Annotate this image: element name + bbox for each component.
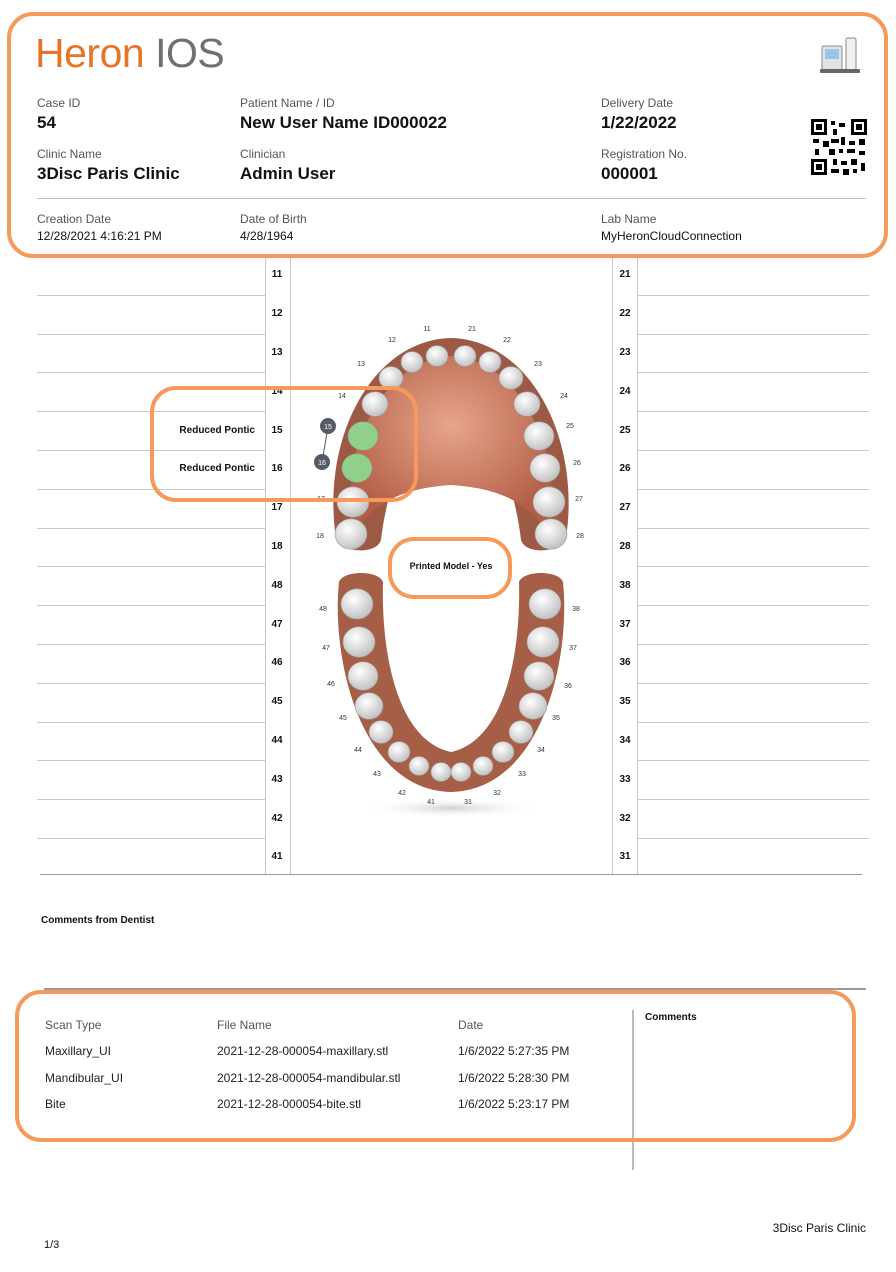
lower-tooth xyxy=(524,662,554,691)
chart-tooth-label: 11 xyxy=(423,326,431,333)
chart-tooth-label: 32 xyxy=(493,790,501,797)
tooth-number-right: 28 xyxy=(619,541,631,552)
right-row-line xyxy=(637,838,869,839)
marker-15-text: 15 xyxy=(324,424,332,431)
tooth-number-left: 47 xyxy=(271,619,283,630)
tooth-number-right: 21 xyxy=(619,269,631,280)
clinic-name-label: Clinic Name xyxy=(37,147,102,161)
clinician-value: Admin User xyxy=(240,164,336,183)
scan-type-cell: Mandibular_UI xyxy=(45,1070,124,1085)
left-row-line xyxy=(37,566,265,567)
page-number: 1/3 xyxy=(44,1239,60,1251)
chart-tooth-label: 28 xyxy=(576,533,584,540)
right-row-line xyxy=(637,566,869,567)
chart-tooth-label: 24 xyxy=(560,393,568,400)
lab-name-label: Lab Name xyxy=(601,212,657,226)
chart-tooth-label: 46 xyxy=(327,681,335,688)
upper-tooth xyxy=(533,487,565,517)
left-row-line xyxy=(37,683,265,684)
scan-type-header: Scan Type xyxy=(45,1018,102,1032)
scan-type-cell: Maxillary_UI xyxy=(45,1044,112,1058)
registration-label: Registration No. xyxy=(601,147,688,161)
scans-highlight xyxy=(15,990,856,1142)
chart-tooth-label: 45 xyxy=(339,715,347,722)
creation-date-label: Creation Date xyxy=(37,212,112,226)
tooth-number-left: 12 xyxy=(271,308,283,319)
tooth-number-right: 36 xyxy=(619,657,631,668)
right-row-line xyxy=(637,295,869,296)
tooth-number-left: 16 xyxy=(271,463,283,474)
dob-value: 4/28/1964 xyxy=(240,229,294,243)
chart-tooth-label: 22 xyxy=(503,337,511,344)
lower-tooth xyxy=(529,589,561,619)
tooth-number-right: 22 xyxy=(619,308,631,319)
tooth-number-left: 48 xyxy=(271,580,283,591)
lower-tooth xyxy=(509,721,533,744)
chart-tooth-label: 43 xyxy=(373,771,381,778)
upper-tooth xyxy=(426,346,448,367)
tooth-number-left: 41 xyxy=(271,851,283,862)
dob-label: Date of Birth xyxy=(240,212,307,226)
tooth-number-left: 44 xyxy=(271,735,283,746)
chart-tooth-label: 33 xyxy=(518,771,526,778)
left-row-line xyxy=(37,372,265,373)
tooth-number-right: 33 xyxy=(619,774,631,785)
patient-value: New User Name ID000022 xyxy=(240,113,447,132)
delivery-date-label: Delivery Date xyxy=(601,96,674,110)
chart-tooth-label: 38 xyxy=(572,606,580,613)
chart-tooth-label: 48 xyxy=(319,606,327,613)
chart-tooth-label: 47 xyxy=(322,645,330,652)
chart-tooth-label: 36 xyxy=(564,683,572,690)
tooth-number-left: 17 xyxy=(271,502,283,513)
lower-tooth xyxy=(473,757,493,776)
left-row-line xyxy=(37,722,265,723)
chart-tooth-label: 27 xyxy=(575,496,583,503)
right-row-line xyxy=(637,489,869,490)
logo-heron: Heron xyxy=(35,30,145,76)
chart-tooth-label: 14 xyxy=(338,393,346,400)
tooth-number-left: 18 xyxy=(271,541,283,552)
right-row-line xyxy=(637,605,869,606)
chart-tooth-label: 41 xyxy=(427,799,435,806)
clinician-label: Clinician xyxy=(240,147,286,161)
chart-tooth-label: 12 xyxy=(388,337,396,344)
tooth-number-right: 34 xyxy=(619,735,631,746)
tooth-number-right: 27 xyxy=(619,502,631,513)
upper-tooth xyxy=(335,519,367,549)
footer-clinic: 3Disc Paris Clinic xyxy=(772,1221,866,1235)
case-id-value: 54 xyxy=(37,113,56,132)
right-row-line xyxy=(637,683,869,684)
chart-tooth-label: 23 xyxy=(534,361,542,368)
left-row-line xyxy=(37,838,265,839)
file-name-cell: 2021-12-28-000054-maxillary.stl xyxy=(217,1044,389,1058)
chart-tooth-label: 42 xyxy=(398,790,406,797)
tooth-number-left: 14 xyxy=(271,386,283,397)
chart-tooth-label: 18 xyxy=(316,533,324,540)
tooth-number-right: 23 xyxy=(619,347,631,358)
chart-tooth-label: 25 xyxy=(566,423,574,430)
right-row-line xyxy=(637,411,869,412)
date-cell: 1/6/2022 5:27:35 PM xyxy=(458,1044,570,1058)
clinic-name-value: 3Disc Paris Clinic xyxy=(37,164,180,183)
right-row-line xyxy=(637,644,869,645)
dentist-comments-label: Comments from Dentist xyxy=(41,915,155,926)
right-row-line xyxy=(637,722,869,723)
left-row-line xyxy=(37,605,265,606)
printed-model-highlight xyxy=(388,537,512,599)
chart-tooth-label: 44 xyxy=(354,747,362,754)
date-header: Date xyxy=(458,1018,484,1032)
lower-tooth xyxy=(341,589,373,619)
lower-tooth xyxy=(492,742,514,763)
tooth-number-right: 31 xyxy=(619,851,631,862)
chart-tooth-label: 17 xyxy=(317,496,325,503)
table-bottom-rule xyxy=(40,874,862,875)
scan-comments-label: Comments xyxy=(645,1012,697,1023)
tooth-number-right: 38 xyxy=(619,580,631,591)
upper-tooth xyxy=(530,454,560,483)
left-row-line xyxy=(37,644,265,645)
tooth-number-left: 11 xyxy=(271,269,283,280)
date-cell: 1/6/2022 5:23:17 PM xyxy=(458,1097,570,1111)
tooth-note: Reduced Pontic xyxy=(179,463,255,474)
tooth-number-right: 37 xyxy=(619,619,631,630)
file-name-header: File Name xyxy=(217,1018,272,1032)
marker-16-text: 16 xyxy=(318,460,326,467)
logo-ios: IOS xyxy=(144,30,225,76)
lower-tooth xyxy=(431,763,451,782)
lower-tooth xyxy=(527,627,559,657)
lower-tooth xyxy=(369,721,393,744)
upper-tooth xyxy=(524,422,554,451)
chart-tooth-label: 34 xyxy=(537,747,545,754)
lab-name-value: MyHeronCloudConnection xyxy=(601,229,742,243)
lower-tooth xyxy=(355,693,383,720)
upper-tooth xyxy=(499,367,523,390)
printed-model-note: Printed Model - Yes xyxy=(409,561,493,571)
tooth-number-right: 24 xyxy=(619,386,631,397)
upper-tooth xyxy=(454,346,476,367)
tooth-number-left: 45 xyxy=(271,696,283,707)
delivery-date-value: 1/22/2022 xyxy=(601,113,677,132)
chart-tooth-label: 35 xyxy=(552,715,560,722)
tooth-note: Reduced Pontic xyxy=(179,425,255,436)
tooth-number-right: 35 xyxy=(619,696,631,707)
file-name-cell: 2021-12-28-000054-bite.stl xyxy=(217,1097,362,1111)
lower-tooth xyxy=(409,757,429,776)
date-cell: 1/6/2022 5:28:30 PM xyxy=(458,1070,570,1085)
lower-tooth xyxy=(519,693,547,720)
lower-tooth xyxy=(343,627,375,657)
lower-tooth xyxy=(388,742,410,763)
right-row-line xyxy=(637,528,869,529)
header-highlight xyxy=(7,12,888,258)
tooth-number-left: 15 xyxy=(271,425,283,436)
tooth-number-left: 42 xyxy=(271,813,283,824)
left-row-line xyxy=(37,528,265,529)
tooth-number-left: 46 xyxy=(271,657,283,668)
registration-value: 000001 xyxy=(601,164,658,183)
left-row-line xyxy=(37,334,265,335)
creation-date-value: 12/28/2021 4:16:21 PM xyxy=(37,229,162,243)
right-row-line xyxy=(637,799,869,800)
left-row-line xyxy=(37,799,265,800)
scan-type-cell: Bite xyxy=(45,1097,66,1111)
chart-tooth-label: 37 xyxy=(569,645,577,652)
pontic-highlight xyxy=(150,386,418,502)
tooth-number-left: 13 xyxy=(271,347,283,358)
upper-tooth xyxy=(514,392,540,417)
chart-tooth-label: 26 xyxy=(573,460,581,467)
right-row-line xyxy=(637,334,869,335)
tooth-number-right: 32 xyxy=(619,813,631,824)
left-row-line xyxy=(37,760,265,761)
chart-tooth-label: 13 xyxy=(357,361,365,368)
left-row-line xyxy=(37,295,265,296)
tooth-number-left: 43 xyxy=(271,774,283,785)
case-id-label: Case ID xyxy=(37,96,81,110)
right-row-line xyxy=(637,450,869,451)
upper-tooth xyxy=(401,352,423,373)
file-name-cell: 2021-12-28-000054-mandibular.stl xyxy=(217,1070,401,1085)
right-row-line xyxy=(637,760,869,761)
chart-tooth-label: 31 xyxy=(464,799,472,806)
tooth-number-right: 25 xyxy=(619,425,631,436)
upper-tooth xyxy=(535,519,567,549)
tooth-number-right: 26 xyxy=(619,463,631,474)
lower-tooth xyxy=(451,763,471,782)
right-row-line xyxy=(637,372,869,373)
upper-tooth xyxy=(479,352,501,373)
lower-tooth xyxy=(348,662,378,691)
chart-tooth-label: 21 xyxy=(468,326,476,333)
patient-label: Patient Name / ID xyxy=(240,96,335,110)
